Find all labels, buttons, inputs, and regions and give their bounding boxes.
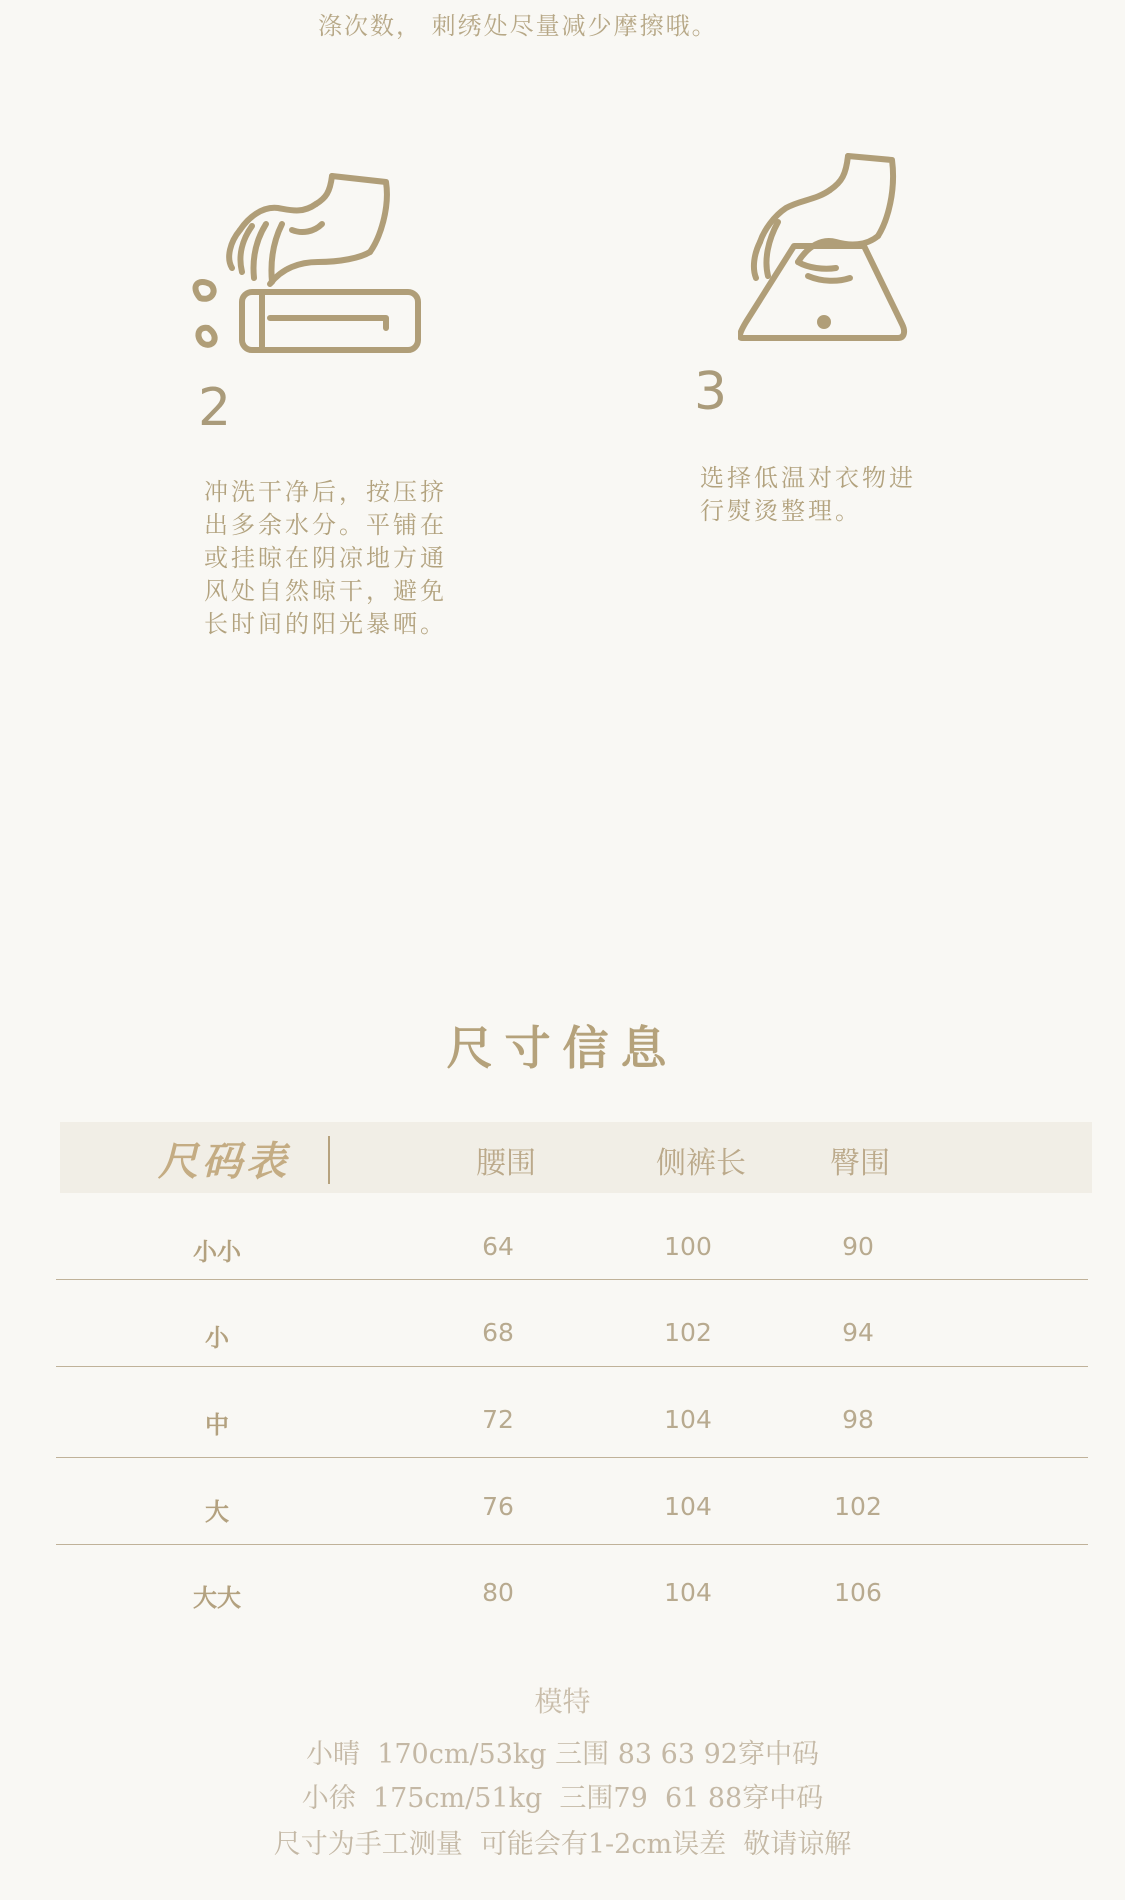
size-label: 中 [205, 1410, 229, 1439]
row-divider [56, 1279, 1088, 1280]
table-cell: 104 [664, 1578, 712, 1607]
table-cell: 76 [482, 1492, 514, 1521]
header-divider [328, 1136, 330, 1184]
model-title: 模特 [534, 1685, 591, 1718]
row-divider [56, 1366, 1088, 1367]
step-2-text: 冲洗干净后，按压挤 出多余水分。平铺在 或挂晾在阴凉地方通 风处自然晾干，避免 长时间的阳光暴晒。 [204, 478, 447, 638]
measurement-note: 尺寸为手工测量 可能会有1-2cm误差 敬请谅解 [273, 1829, 852, 1860]
column-header-hip: 臀围 [830, 1146, 890, 1181]
size-chart-title: 尺码表 [158, 1138, 290, 1185]
table-cell: 100 [664, 1232, 712, 1261]
size-label: 小小 [193, 1237, 241, 1266]
row-divider [56, 1544, 1088, 1545]
table-cell: 98 [842, 1405, 874, 1434]
hand-iron-icon [738, 150, 908, 345]
step-3-text: 选择低温对衣物进 行熨烫整理。 [700, 464, 916, 525]
care-top-note: 涤次数， 刺绣处尽量减少摩擦哦。 [318, 12, 718, 40]
column-header-side-length: 侧裤长 [656, 1146, 746, 1181]
table-cell: 102 [664, 1318, 712, 1347]
model-line: 小徐 175cm/51kg 三围79 61 88穿中码 [301, 1783, 824, 1814]
table-cell: 64 [482, 1232, 514, 1261]
table-cell: 72 [482, 1405, 514, 1434]
size-section-title: 尺寸信息 [446, 1021, 679, 1075]
size-label: 大 [205, 1497, 229, 1526]
model-line: 小晴 170cm/53kg 三围 83 63 92穿中码 [306, 1739, 819, 1770]
hand-press-folded-cloth-icon [190, 168, 430, 358]
table-cell: 80 [482, 1578, 514, 1607]
size-label: 小 [205, 1323, 229, 1352]
column-header-waist: 腰围 [476, 1146, 536, 1181]
size-label: 大大 [193, 1583, 241, 1612]
table-cell: 104 [664, 1492, 712, 1521]
step-2-number: 2 [198, 378, 232, 438]
step-3-number: 3 [694, 362, 728, 422]
table-cell: 90 [842, 1232, 874, 1261]
table-cell: 68 [482, 1318, 514, 1347]
table-cell: 106 [834, 1578, 882, 1607]
table-cell: 104 [664, 1405, 712, 1434]
row-divider [56, 1457, 1088, 1458]
table-cell: 94 [842, 1318, 874, 1347]
table-cell: 102 [834, 1492, 882, 1521]
